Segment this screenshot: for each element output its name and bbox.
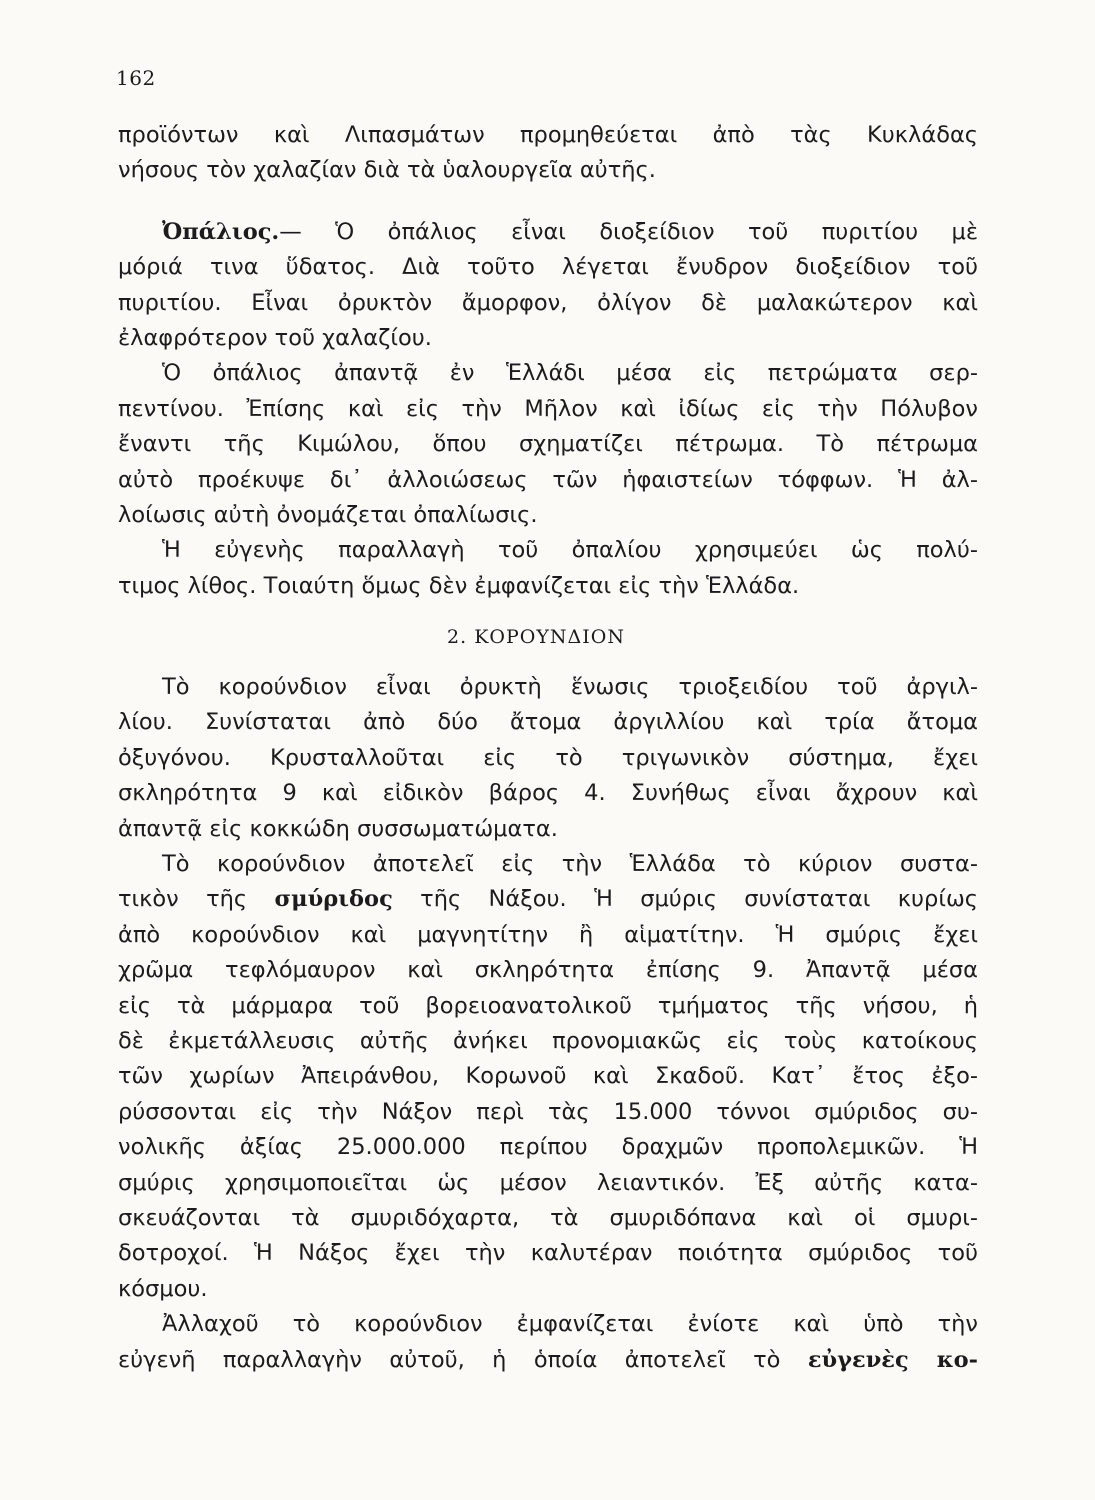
text-span: εὐγενῆ παραλλαγὴν αὐτοῦ, ἡ ὁποία ἀποτελεῖ τὸ <box>118 1346 808 1373</box>
text-span: τῆς Νάξου. Ἡ σμύρις συνίσταται κυρίως <box>392 886 978 913</box>
text-line: πυριτίου. Εἶναι ὀρυκτὸν ἄμορφον, ὀλίγον δὲ μαλακώτερον καὶ <box>118 289 978 316</box>
text-line: ἔναντι τῆς Κιμώλου, ὅπου σχηματίζει πέτρωμα. Τὸ πέτρωμα <box>118 431 978 458</box>
text-line: χρῶμα τεφλόμαυρον καὶ σκληρότητα ἐπίσης 9. Ἀπαντᾷ μέσα <box>118 957 978 984</box>
text-line: ρύσσονται εἰς τὴν Νάξον περὶ τὰς 15.000 τόννοι σμύριδος συ- <box>118 1098 978 1125</box>
page-number: 162 <box>116 66 156 90</box>
text-line: πεντίνου. Ἐπίσης καὶ εἰς τὴν Μῆλον καὶ ἰδίως εἰς τὴν Πόλυβον <box>118 395 978 422</box>
text-span: — Ὁ ὀπάλιος εἶναι διοξείδιον τοῦ πυριτίου μὲ <box>279 218 978 245</box>
text-line: σκευάζονται τὰ σμυριδόχαρτα, τὰ σμυριδόπανα καὶ οἱ σμυρι- <box>118 1204 978 1231</box>
text-line: Ἡ εὐγενὴς παραλλαγὴ τοῦ ὀπαλίου χρησιμεύει ὡς πολύ- <box>162 537 978 564</box>
text-line: Τὸ κορούνδιον εἶναι ὀρυκτὴ ἕνωσις τριοξειδίου τοῦ ἀργιλ- <box>162 674 978 701</box>
text-line: ἐλαφρότερον τοῦ χαλαζίου. <box>118 324 432 351</box>
text-line: λοίωσις αὐτὴ ὀνομάζεται ὀπαλίωσις. <box>118 501 538 528</box>
text-line: νήσους τὸν χαλαζίαν διὰ τὰ ὑαλουργεῖα αὐτῆς. <box>118 157 656 184</box>
text-line <box>118 215 978 250</box>
text-line: εἰς τὰ μάρμαρα τοῦ βορειοανατολικοῦ τμήματος τῆς νήσου, ἡ <box>118 992 978 1019</box>
term-eugenes: εὐγενὲς κο- <box>807 1346 978 1373</box>
text-line <box>118 882 978 917</box>
term-opalios: Ὀπάλιος. <box>162 218 280 245</box>
text-line: λίου. Συνίσταται ἀπὸ δύο ἄτομα ἀργιλλίου καὶ τρία ἄτομα <box>118 709 978 736</box>
text-line: Ὁ ὀπάλιος ἀπαντᾷ ἐν Ἑλλάδι μέσα εἰς πετρώματα σερ- <box>162 360 978 387</box>
text-line: αὐτὸ προέκυψε δι᾽ ἀλλοιώσεως τῶν ἡφαιστείων τόφφων. Ἡ ἀλ- <box>118 466 978 493</box>
section-heading: 2. ΚΟΡΟΥΝΔΙΟΝ <box>447 626 625 649</box>
body-text <box>118 118 978 1378</box>
text-line: ἀπαντᾷ εἰς κοκκώδη συσσωματώματα. <box>118 815 558 842</box>
text-line: νολικῆς ἀξίας 25.000.000 περίπου δραχμῶν προπολεμικῶν. Ἡ <box>118 1134 978 1161</box>
text-line: σμύρις χρησιμοποιεῖται ὡς μέσον λειαντικόν. Ἐξ αὐτῆς κατα- <box>118 1169 978 1196</box>
term-smyris: σμύριδος <box>274 886 393 913</box>
text-line: ὀξυγόνου. Κρυσταλλοῦται εἰς τὸ τριγωνικὸν σύστημα, ἔχει <box>118 744 978 771</box>
text-line: τῶν χωρίων Ἀπειράνθου, Κορωνοῦ καὶ Σκαδοῦ. Κατ᾽ ἔτος ἐξο- <box>118 1063 978 1090</box>
text-line: ἀπὸ κορούνδιον καὶ μαγνητίτην ἢ αἱματίτην. Ἡ σμύρις ἔχει <box>118 921 978 948</box>
text-line: προϊόντων καὶ Λιπασμάτων προμηθεύεται ἀπὸ τὰς Κυκλάδας <box>118 122 978 148</box>
text-line: Τὸ κορούνδιον ἀποτελεῖ εἰς τὴν Ἑλλάδα τὸ κύριον συστα- <box>162 851 978 878</box>
text-span: τικὸν τῆς <box>118 886 275 913</box>
text-line: δὲ ἐκμετάλλευσις αὐτῆς ἀνήκει προνομιακῶς εἰς τοὺς κατοίκους <box>118 1027 978 1054</box>
text-line: τιμος λίθος. Τοιαύτη ὅμως δὲν ἐμφανίζεται εἰς τὴν Ἑλλάδα. <box>118 572 800 599</box>
text-line: Ἀλλαχοῦ τὸ κορούνδιον ἐμφανίζεται ἐνίοτε καὶ ὑπὸ τὴν <box>162 1311 978 1338</box>
text-line: μόριά τινα ὕδατος. Διὰ τοῦτο λέγεται ἔνυδρον διοξείδιον τοῦ <box>118 254 978 281</box>
text-line: δοτροχοί. Ἡ Νάξος ἔχει τὴν καλυτέραν ποιότητα σμύριδος τοῦ <box>118 1240 978 1267</box>
text-line <box>118 1343 978 1378</box>
text-line: κόσμου. <box>118 1275 208 1302</box>
text-line: σκληρότητα 9 καὶ εἰδικὸν βάρος 4. Συνήθως εἶναι ἄχρουν καὶ <box>118 780 978 807</box>
